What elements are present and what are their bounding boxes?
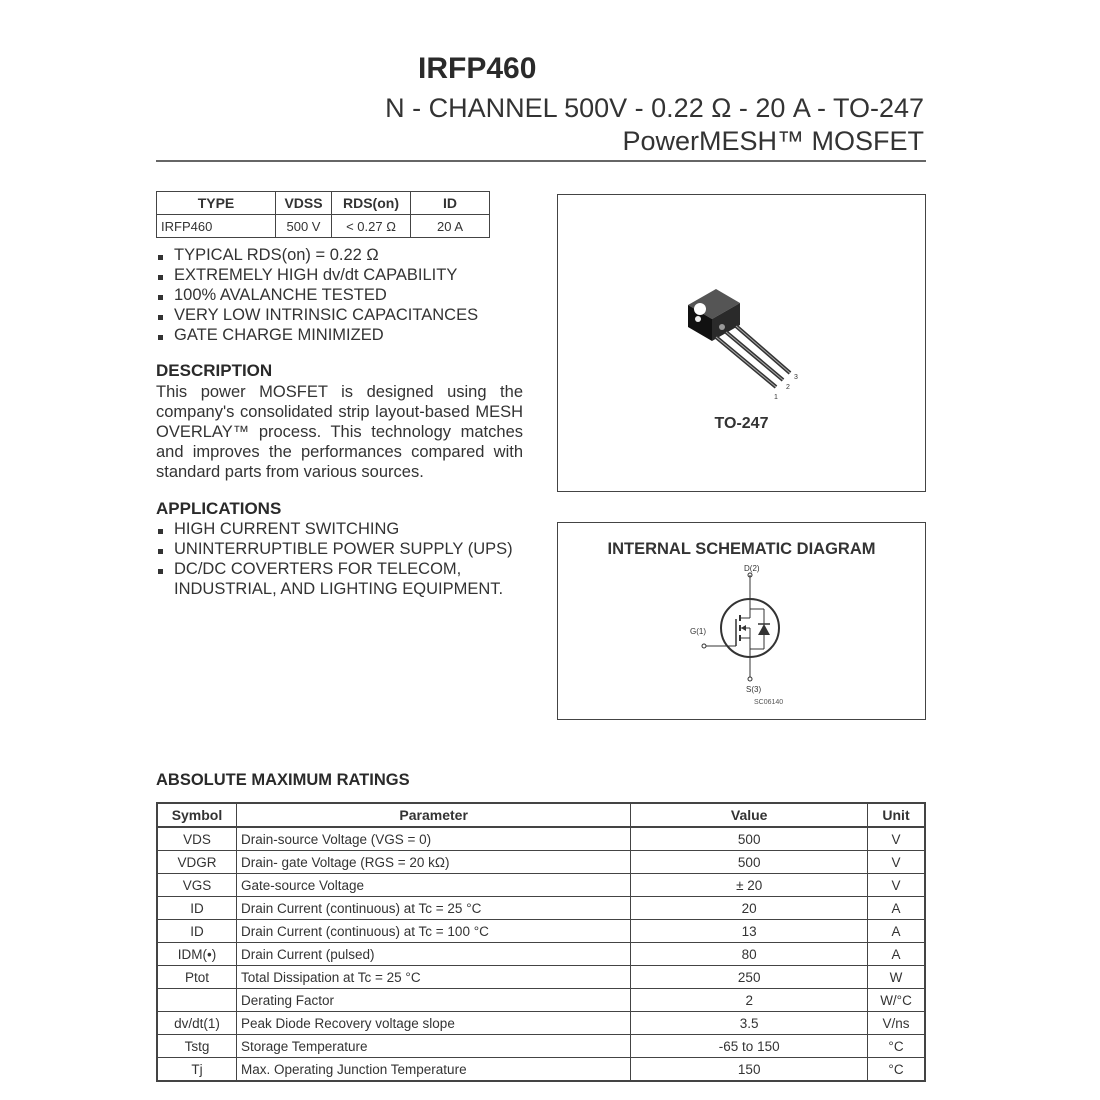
summary-cell-rdson: < 0.27 Ω: [332, 215, 411, 238]
symbol-cell: [157, 989, 236, 1012]
unit-cell: A: [868, 897, 925, 920]
package-label: TO-247: [714, 415, 769, 432]
value-cell: 13: [631, 920, 868, 943]
ratings-header-parameter: Parameter: [236, 803, 630, 827]
summary-header-type: TYPE: [157, 192, 276, 215]
value-cell: ± 20: [631, 874, 868, 897]
symbol-cell: Ptot: [157, 966, 236, 989]
feature-item: 100% AVALANCHE TESTED: [156, 285, 536, 305]
value-cell: 500: [631, 827, 868, 851]
parameter-cell: Drain Current (pulsed): [236, 943, 630, 966]
parameter-cell: Drain Current (continuous) at Tc = 100 °C: [236, 920, 630, 943]
gate-label: G(1): [690, 627, 706, 636]
application-item: UNINTERRUPTIBLE POWER SUPPLY (UPS): [156, 539, 536, 559]
table-row: [157, 1058, 925, 1082]
ratings-header-value: Value: [631, 803, 868, 827]
symbol-cell: ID: [157, 897, 236, 920]
parameter-cell: Drain-source Voltage (VGS = 0): [236, 827, 630, 851]
applications-list: [156, 519, 536, 599]
table-row: [157, 1012, 925, 1035]
description-text: This power MOSFET is designed using the company's consolidated strip layout-based MESH OVERLAY™ process. This technology matches and improves the performances compared with standard parts from various sources.: [156, 383, 523, 481]
value-cell: 2: [631, 989, 868, 1012]
symbol-cell: ID: [157, 920, 236, 943]
drain-label: D(2): [744, 564, 760, 573]
table-row: [157, 897, 925, 920]
table-row: [157, 874, 925, 897]
table-row: [157, 851, 925, 874]
parameter-cell: Gate-source Voltage: [236, 874, 630, 897]
pin-label: 2: [786, 384, 790, 391]
feature-item: GATE CHARGE MINIMIZED: [156, 325, 536, 345]
pin-label: 1: [774, 394, 778, 401]
symbol-cell: Tstg: [157, 1035, 236, 1058]
table-row: [157, 920, 925, 943]
application-item: HIGH CURRENT SWITCHING: [156, 519, 536, 539]
value-cell: 3.5: [631, 1012, 868, 1035]
summary-header-rdson: RDS(on): [332, 192, 411, 215]
parameter-cell: Storage Temperature: [236, 1035, 630, 1058]
feature-item: VERY LOW INTRINSIC CAPACITANCES: [156, 305, 536, 325]
package-box: [557, 194, 926, 492]
header-divider: [156, 160, 926, 162]
value-cell: 150: [631, 1058, 868, 1082]
unit-cell: A: [868, 943, 925, 966]
description-heading: DESCRIPTION: [156, 361, 273, 380]
table-row: [157, 989, 925, 1012]
symbol-cell: IDM(•): [157, 943, 236, 966]
ratings-heading: ABSOLUTE MAXIMUM RATINGS: [156, 771, 410, 789]
feature-item: TYPICAL RDS(on) = 0.22 Ω: [156, 245, 536, 265]
feature-item: EXTREMELY HIGH dv/dt CAPABILITY: [156, 265, 536, 285]
symbol-cell: Tj: [157, 1058, 236, 1082]
parameter-cell: Drain Current (continuous) at Tc = 25 °C: [236, 897, 630, 920]
value-cell: 250: [631, 966, 868, 989]
parameter-cell: Derating Factor: [236, 989, 630, 1012]
value-cell: 80: [631, 943, 868, 966]
schematic-title: INTERNAL SCHEMATIC DIAGRAM: [607, 540, 876, 558]
summary-header-id: ID: [411, 192, 490, 215]
value-cell: 500: [631, 851, 868, 874]
unit-cell: W/°C: [868, 989, 925, 1012]
schematic-box: [557, 522, 926, 720]
schematic-code: SC06140: [754, 699, 784, 706]
applications-heading: APPLICATIONS: [156, 499, 282, 518]
parameter-cell: Total Dissipation at Tc = 25 °C: [236, 966, 630, 989]
part-number-title: IRFP460: [418, 52, 537, 85]
symbol-cell: VDGR: [157, 851, 236, 874]
unit-cell: V: [868, 851, 925, 874]
parameter-cell: Drain- gate Voltage (RGS = 20 kΩ): [236, 851, 630, 874]
symbol-cell: VDS: [157, 827, 236, 851]
value-cell: 20: [631, 897, 868, 920]
table-row: [157, 943, 925, 966]
table-row: [157, 827, 925, 851]
unit-cell: °C: [868, 1035, 925, 1058]
summary-cell-vdss: 500 V: [276, 215, 332, 238]
summary-cell-type: IRFP460: [157, 215, 276, 238]
symbol-cell: VGS: [157, 874, 236, 897]
subtitle-line-2: PowerMESH™ MOSFET: [622, 126, 924, 156]
unit-cell: °C: [868, 1058, 925, 1082]
source-label: S(3): [746, 685, 762, 694]
value-cell: -65 to 150: [631, 1035, 868, 1058]
unit-cell: A: [868, 920, 925, 943]
to247-package-icon: [668, 275, 818, 405]
parameter-cell: Peak Diode Recovery voltage slope: [236, 1012, 630, 1035]
unit-cell: W: [868, 966, 925, 989]
subtitle-line-1: N - CHANNEL 500V - 0.22 Ω - 20 A - TO-247: [385, 93, 924, 123]
parameter-cell: Max. Operating Junction Temperature: [236, 1058, 630, 1082]
summary-table: [156, 191, 490, 238]
features-list: [156, 245, 536, 345]
ratings-header-symbol: Symbol: [157, 803, 236, 827]
unit-cell: V/ns: [868, 1012, 925, 1035]
mosfet-schematic-icon: [678, 561, 818, 711]
application-item: DC/DC COVERTERS FOR TELECOM, INDUSTRIAL, AND LIGHTING EQUIPMENT.: [156, 559, 536, 599]
symbol-cell: dv/dt(1): [157, 1012, 236, 1035]
summary-header-vdss: VDSS: [276, 192, 332, 215]
pin-label: 3: [794, 374, 798, 381]
unit-cell: V: [868, 874, 925, 897]
summary-cell-id: 20 A: [411, 215, 490, 238]
ratings-table: [156, 802, 926, 1082]
unit-cell: V: [868, 827, 925, 851]
table-row: [157, 966, 925, 989]
table-row: [157, 1035, 925, 1058]
ratings-header-unit: Unit: [868, 803, 925, 827]
